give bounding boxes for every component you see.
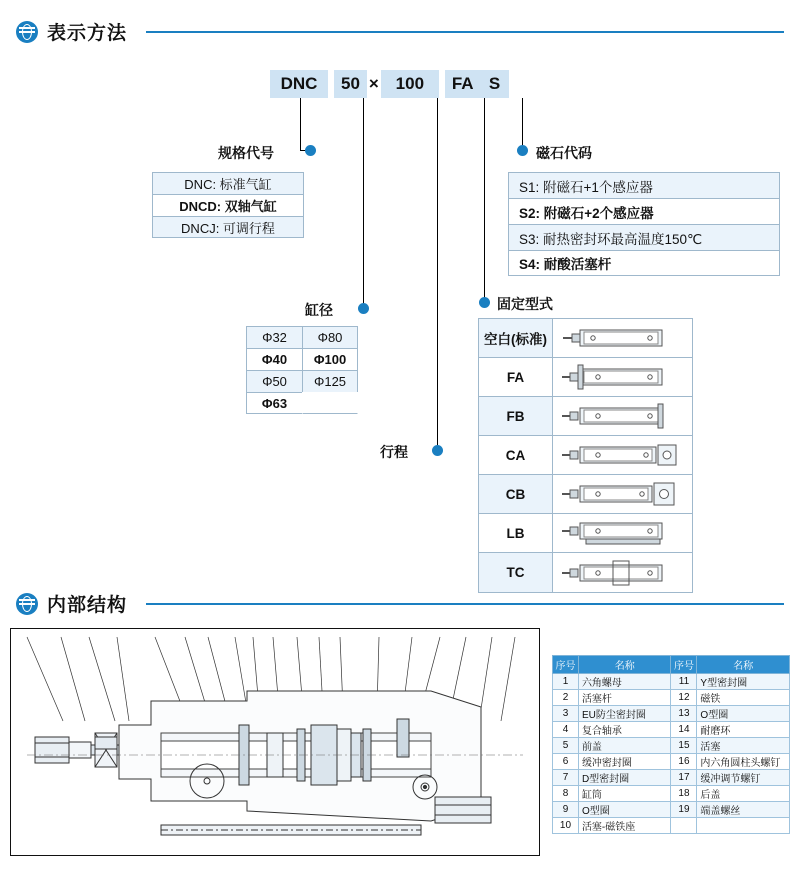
section-title: 内部结构 xyxy=(47,595,128,616)
mounting-figure xyxy=(553,397,692,435)
stroke-heading: 行程 xyxy=(380,444,408,460)
cylinder-cb-icon xyxy=(558,478,688,510)
table-row xyxy=(553,722,790,738)
part-no: 19 xyxy=(671,802,697,818)
part-name: 活塞杆 xyxy=(578,690,671,706)
magnet-row: S2: 附磁石+2个感应器 xyxy=(508,198,780,224)
bore-cell: Φ50 xyxy=(246,370,302,392)
part-name: 六角螺母 xyxy=(578,674,671,690)
mounting-label: CB xyxy=(479,475,553,513)
part-no: 9 xyxy=(553,802,579,818)
mounting-row xyxy=(479,319,692,358)
mounting-label: CA xyxy=(479,436,553,474)
mounting-table xyxy=(478,318,693,593)
part-name: 磁铁 xyxy=(697,690,790,706)
section-logo-icon xyxy=(16,21,38,43)
part-name: EU防尘密封圈 xyxy=(578,706,671,722)
part-no: 2 xyxy=(553,690,579,706)
bore-cell: Φ125 xyxy=(302,370,358,392)
part-no: 1 xyxy=(553,674,579,690)
part-no: 6 xyxy=(553,754,579,770)
bore-heading: 缸径 xyxy=(305,302,333,318)
section-header-structure xyxy=(10,590,790,617)
section-header-representation xyxy=(10,18,790,45)
mounting-figure xyxy=(553,358,692,396)
part-no xyxy=(671,818,697,834)
cylinder-fb-icon xyxy=(558,401,688,431)
part-no: 10 xyxy=(553,818,579,834)
code-bore: 50 xyxy=(334,70,367,98)
part-name: 缓冲密封圈 xyxy=(578,754,671,770)
mounting-label: FA xyxy=(479,358,553,396)
bore-row xyxy=(246,370,358,392)
table-row xyxy=(553,818,790,834)
part-name: 缸筒 xyxy=(578,786,671,802)
part-name xyxy=(697,818,790,834)
parts-header-name: 名称 xyxy=(697,656,790,674)
mounting-heading: 固定型式 xyxy=(497,296,553,312)
cylinder-cutaway-drawing xyxy=(10,628,540,856)
bore-row xyxy=(246,348,358,370)
table-row xyxy=(553,770,790,786)
leader-mount-dot xyxy=(479,297,490,308)
bore-table xyxy=(246,326,358,414)
cutaway-svg xyxy=(11,629,539,855)
part-name: 内六角圆柱头螺钉 xyxy=(697,754,790,770)
magnet-row: S4: 耐酸活塞杆 xyxy=(508,250,780,276)
mounting-row xyxy=(479,397,692,436)
mounting-row xyxy=(479,514,692,553)
part-name: 活塞-磁铁座 xyxy=(578,818,671,834)
mounting-figure xyxy=(553,553,692,592)
code-separator: × xyxy=(368,74,379,93)
part-no: 11 xyxy=(671,674,697,690)
table-row xyxy=(553,674,790,690)
mounting-figure xyxy=(553,319,692,357)
part-no: 14 xyxy=(671,722,697,738)
cylinder-lb-icon xyxy=(558,517,688,549)
code-mount: FA xyxy=(445,70,481,98)
parts-header-no: 序号 xyxy=(553,656,579,674)
bore-cell: Φ63 xyxy=(246,392,302,414)
parts-header-name: 名称 xyxy=(578,656,671,674)
mounting-row xyxy=(479,475,692,514)
bore-row xyxy=(246,326,358,348)
model-code-row xyxy=(270,70,509,98)
part-no: 17 xyxy=(671,770,697,786)
header-rule xyxy=(146,31,784,33)
leader-stroke-vertical xyxy=(437,98,438,448)
spec-row: DNCJ: 可调行程 xyxy=(152,216,304,238)
part-no: 16 xyxy=(671,754,697,770)
mounting-row xyxy=(479,358,692,397)
part-name: 端盖螺丝 xyxy=(697,802,790,818)
mounting-label: 空白(标准) xyxy=(479,319,553,357)
part-no: 8 xyxy=(553,786,579,802)
table-row xyxy=(553,786,790,802)
mounting-figure xyxy=(553,436,692,474)
cylinder-ca-icon xyxy=(558,439,688,471)
leader-bore-dot xyxy=(358,303,369,314)
part-no: 5 xyxy=(553,738,579,754)
part-no: 13 xyxy=(671,706,697,722)
leader-bore-vertical xyxy=(363,98,364,304)
bore-cell: Φ32 xyxy=(246,326,302,348)
bore-cell: Φ100 xyxy=(302,348,358,370)
part-no: 12 xyxy=(671,690,697,706)
leader-stroke-dot xyxy=(432,445,443,456)
magnet-table xyxy=(508,172,780,276)
table-row xyxy=(553,802,790,818)
cylinder-tc-icon xyxy=(558,557,688,589)
header-rule xyxy=(146,603,784,605)
parts-list-table xyxy=(552,655,790,834)
part-name: O型圈 xyxy=(578,802,671,818)
parts-table-header-row xyxy=(553,656,790,674)
part-name: 缓冲调节螺钉 xyxy=(697,770,790,786)
mounting-label: FB xyxy=(479,397,553,435)
spec-row: DNCD: 双轴气缸 xyxy=(152,194,304,216)
part-name: 前盖 xyxy=(578,738,671,754)
spec-heading: 规格代号 xyxy=(218,145,274,161)
table-row xyxy=(553,706,790,722)
table-row xyxy=(553,690,790,706)
parts-header-no: 序号 xyxy=(671,656,697,674)
spec-table xyxy=(152,172,304,238)
mounting-figure xyxy=(553,475,692,513)
magnet-row: S1: 附磁石+1个感应器 xyxy=(508,172,780,198)
part-name: 耐磨环 xyxy=(697,722,790,738)
bore-cell-empty xyxy=(302,392,358,414)
section-logo-icon xyxy=(16,593,38,615)
part-name: D型密封圈 xyxy=(578,770,671,786)
mounting-label: LB xyxy=(479,514,553,552)
part-name: 活塞 xyxy=(697,738,790,754)
cylinder-fa-icon xyxy=(558,362,688,392)
bore-cell: Φ80 xyxy=(302,326,358,348)
mounting-row xyxy=(479,436,692,475)
leader-series-dot xyxy=(305,145,316,156)
cylinder-standard-icon xyxy=(558,323,688,353)
leader-magnet-vertical xyxy=(522,98,523,150)
part-name: 复合轴承 xyxy=(578,722,671,738)
code-series: DNC xyxy=(270,70,328,98)
table-row xyxy=(553,754,790,770)
magnet-heading: 磁石代码 xyxy=(536,145,592,161)
section-title: 表示方法 xyxy=(47,23,128,44)
mounting-row xyxy=(479,553,692,592)
mounting-figure xyxy=(553,514,692,552)
bore-cell: Φ40 xyxy=(246,348,302,370)
part-no: 15 xyxy=(671,738,697,754)
mounting-label: TC xyxy=(479,553,553,592)
bore-row xyxy=(246,392,358,414)
part-no: 3 xyxy=(553,706,579,722)
part-no: 4 xyxy=(553,722,579,738)
part-name: 后盖 xyxy=(697,786,790,802)
spec-row: DNC: 标准气缸 xyxy=(152,172,304,194)
magnet-row: S3: 耐热密封环最高温度150℃ xyxy=(508,224,780,250)
leader-magnet-dot xyxy=(517,145,528,156)
code-magnet: S xyxy=(481,70,509,98)
code-stroke: 100 xyxy=(381,70,439,98)
part-no: 7 xyxy=(553,770,579,786)
part-name: Y型密封圈 xyxy=(697,674,790,690)
table-row xyxy=(553,738,790,754)
leader-mount-vertical xyxy=(484,98,485,298)
part-no: 18 xyxy=(671,786,697,802)
part-name: O型圈 xyxy=(697,706,790,722)
leader-series-vertical xyxy=(300,98,301,150)
